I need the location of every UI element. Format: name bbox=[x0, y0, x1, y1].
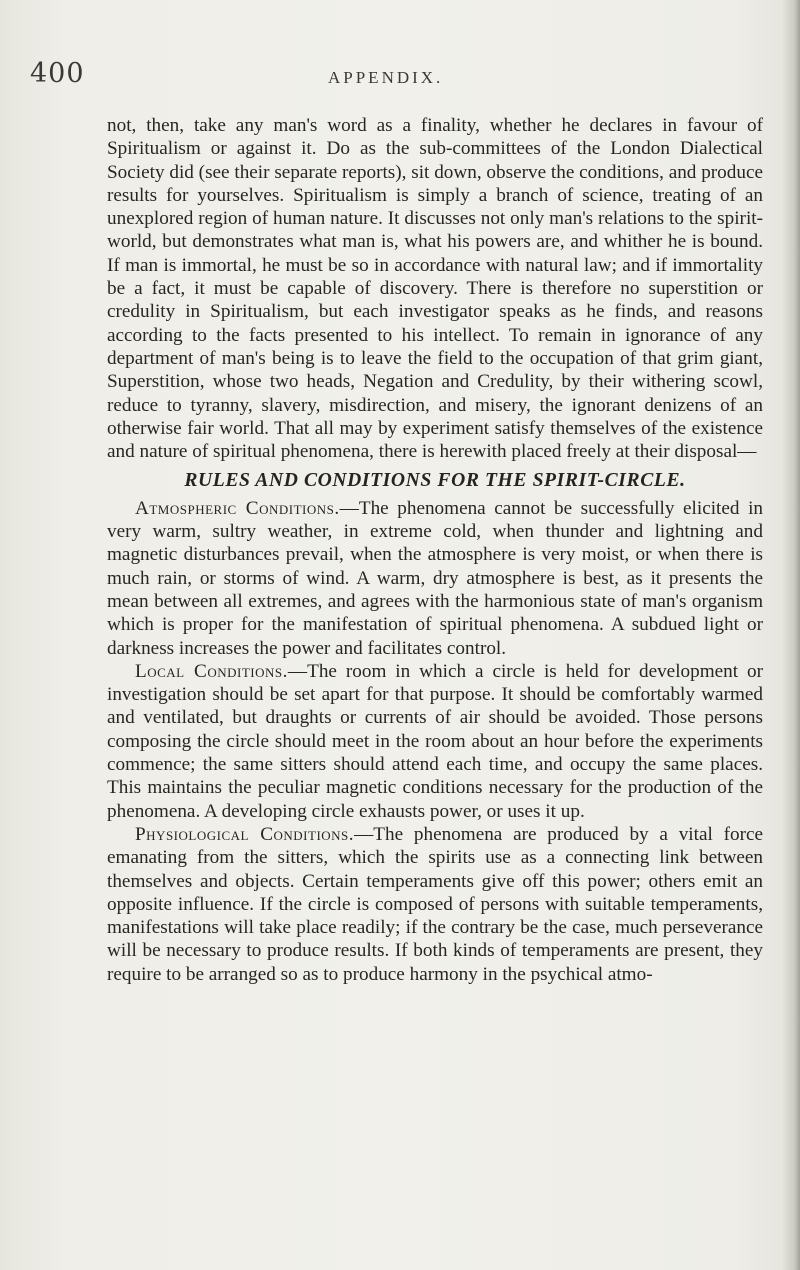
atmospheric-label: Atmospheric Conditions. bbox=[135, 497, 340, 519]
atmospheric-text: —The phenomena cannot be successfully elicited in very warm, sultry weather, in extreme cold, when thunder and lightning and magnetic disturbances prevail, when the atmosphere is very moist, or when there is much rain, or storms of wind. A warm, dry atmosphere is best, as it presents the mean between all extremes, and agrees with the harmonious state of man's organism which is proper for the manifestation of spiritual phenomena. A subdued light or darkness increases the power and facilitates control. bbox=[107, 497, 764, 659]
page-number: 400 bbox=[30, 58, 85, 89]
local-label: Local Conditions. bbox=[135, 660, 288, 682]
intro-paragraph: not, then, take any man's word as a finality, whether he declares in favour of Spiritualism or against it. Do as the sub-committees of the London Dialectical Society did (see their separate reports), sit down, observe the conditions, and produce results for yourselves. Spiritualism is simply a branch of science, treating of an unexplored region of human nature. It discusses not only man's relations to the spirit-world, but demonstrates what man is, what his powers are, and whither he is bound. If man is immortal, he must be so in accordance with natural law; and if immortality be a fact, it must be capable of discovery. There is therefore no superstition or credulity in Spiritualism, but each investigator speaks as he finds, and reasons according to the facts presented to his intellect. To remain in ignorance of any department of man's being is to leave the field to the occupation of that grim giant, Superstition, whose two heads, Negation and Credulity, by their withering scowl, reduce to tyranny, slavery, misdirection, and misery, the ignorant denizens of an otherwise fair world. That all may by experiment satisfy themselves of the existence and nature of spiritual phenomena, there is herewith placed freely at their disposal— bbox=[107, 115, 763, 463]
paragraph-physiological bbox=[107, 823, 763, 986]
page-edge-shadow bbox=[782, 0, 800, 1270]
paragraph-local bbox=[107, 660, 763, 823]
running-head: APPENDIX. bbox=[328, 68, 444, 87]
local-text: —The room in which a circle is held for development or investigation should be set apart for that purpose. It should be comfortably warmed and ventilated, but draughts or currents of air should be avoided. Those persons composing the circle should meet in the room about an hour before the experiments commence; the same sitters should attend each time, and occupy the same places. This maintains the peculiar magnetic conditions necessary for the production of the phenomena. A developing circle exhausts power, or uses it up. bbox=[107, 660, 763, 822]
paragraph-atmospheric bbox=[107, 497, 763, 660]
section-heading: RULES AND CONDITIONS FOR THE SPIRIT-CIRCLE. bbox=[184, 470, 686, 492]
body-text bbox=[107, 114, 763, 986]
page-header bbox=[30, 58, 730, 98]
physiological-label: Physiological Conditions. bbox=[135, 823, 355, 845]
physiological-text: —The phenomena are produced by a vital force emanating from the sitters, which the spirits use as a connecting link between themselves and objects. Certain temperaments give off this power; others emit an opposite influence. If the circle is composed of persons with suitable temperaments, manifestations will take place readily; if the contrary be the case, much perseverance will be necessary to produce results. If both kinds of temperaments are present, they require to be arranged so as to produce harmony in the psychical atmo- bbox=[107, 823, 763, 985]
